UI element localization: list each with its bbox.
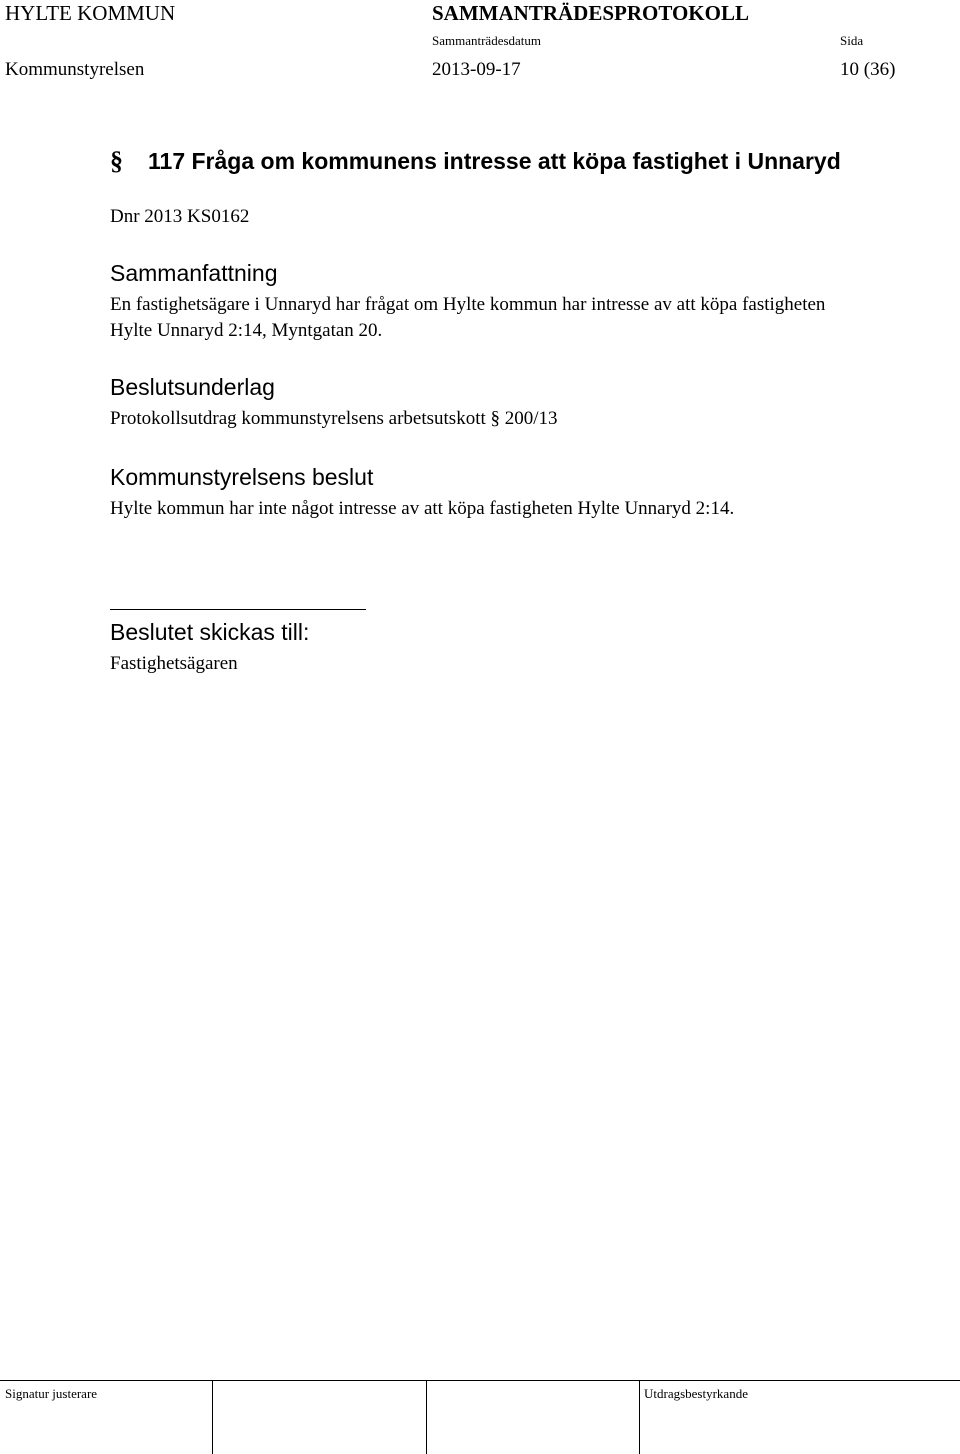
footer-divider [212, 1380, 213, 1454]
section-title: 117 Fråga om kommunens intresse att köpa fastighet i Unnaryd [148, 148, 841, 174]
summary-heading: Sammanfattning [110, 260, 278, 286]
paragraph-icon: § [110, 146, 123, 175]
footer-divider [426, 1380, 427, 1454]
footer-rule [0, 1380, 960, 1381]
page-number: 10 (36) [840, 59, 896, 80]
distribution-recipient: Fastighetsägaren [110, 653, 238, 674]
summary-text: En fastighetsägare i Unnaryd har frågat om Hylte kommun har intresse av att köpa fastigheten Hylte Unnaryd 2:14, Myntgatan 20. [110, 294, 826, 341]
distribution-heading: Beslutet skickas till: [110, 619, 310, 645]
decision-text: Hylte kommun har inte något intresse av att köpa fastigheten Hylte Unnaryd 2:14. [110, 498, 735, 519]
meeting-date-label: Sammanträdesdatum [432, 33, 542, 48]
footer-divider [639, 1380, 640, 1454]
governing-body: Kommunstyrelsen [5, 59, 145, 80]
basis-heading: Beslutsunderlag [110, 374, 275, 400]
case-number: Dnr 2013 KS0162 [110, 206, 250, 227]
certification-label: Utdragsbestyrkande [644, 1386, 748, 1401]
organization-name: HYLTE KOMMUN [5, 1, 176, 25]
signature-label: Signatur justerare [5, 1386, 98, 1401]
page-label: Sida [840, 33, 864, 48]
meeting-date: 2013-09-17 [432, 59, 521, 80]
decision-heading: Kommunstyrelsens beslut [110, 464, 374, 490]
basis-text: Protokollsutdrag kommunstyrelsens arbetsutskott § 200/13 [110, 408, 558, 429]
separator-line [110, 609, 366, 610]
document-type: SAMMANTRÄDESPROTOKOLL [432, 1, 749, 25]
